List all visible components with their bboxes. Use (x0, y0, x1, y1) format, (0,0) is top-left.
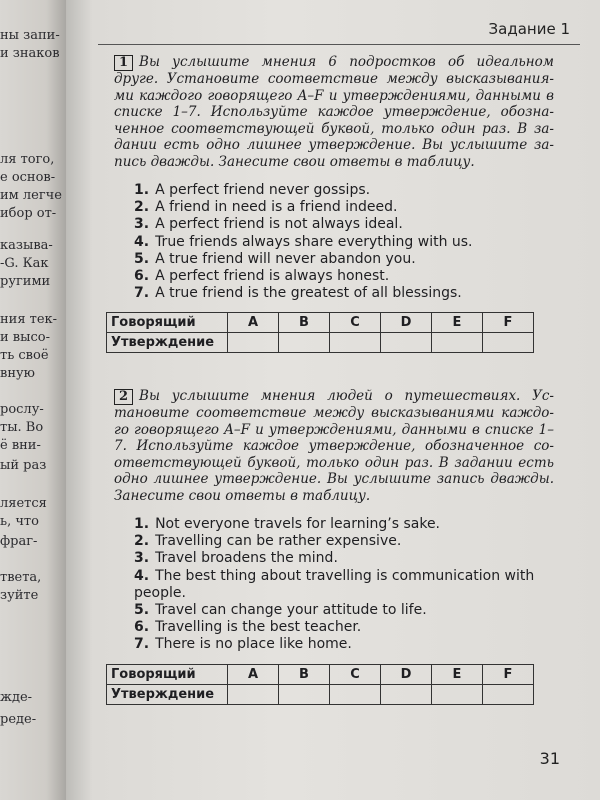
task-2-instruction (114, 388, 554, 504)
left-page-fragment: казыва- (0, 238, 53, 253)
table-row (107, 684, 534, 704)
left-page-fragment: жде- (0, 690, 33, 705)
left-page-fragment: ибор от- (0, 206, 57, 221)
statement-number: 4. (134, 233, 150, 250)
statement-text: True friends always share everything with us. (155, 233, 473, 250)
speaker-letter: F (483, 664, 534, 684)
task-2-instruction-text: Вы услышите мнения людей о путешествиях. Ус-тановите соответствие между высказываниями каждо-го говорящего A–F и утверждениями, данными в списке 1–7. Используйте каждое утверждение, обозначенное со-ответствующей буквой, только один раз. В задании есть одно лишнее утверждение. Вы услышите запись дважды. Занесите свои ответы в таблицу. (114, 388, 554, 504)
left-page-fragment: ть своё (0, 348, 49, 363)
left-page-fragment: ё вни- (0, 438, 41, 453)
answer-table (106, 664, 534, 705)
list-item (134, 516, 554, 533)
task-1-instruction-text: Вы услышите мнения 6 подростков об идеальном друге. Установите соответствие между высказывания-ми каждого говорящего A–F и утверждениями, данными в списке 1–7. Используйте каждое утверждение, обозна-ченное соответствующей буквой, только один раз. В за-дании есть одно лишнее утверждение. Вы услышите за-пись дважды. Занесите свои ответы в таблицу. (114, 54, 554, 170)
speaker-letter: F (483, 313, 534, 333)
left-page-fragment: фраг- (0, 534, 38, 549)
answer-cell[interactable] (381, 333, 432, 353)
task-1 (111, 54, 554, 353)
answer-cell[interactable] (483, 684, 534, 704)
answer-cell[interactable] (330, 333, 381, 353)
list-item (134, 619, 554, 636)
left-page-fragment: е основ- (0, 170, 56, 185)
speaker-letter: B (279, 313, 330, 333)
left-page-fragment: ния тек- (0, 312, 58, 327)
left-page-fragment: ляется (0, 496, 47, 511)
left-page-fragment: ны запи- (0, 28, 60, 43)
speaker-letter: C (330, 313, 381, 333)
list-item (134, 568, 554, 602)
speaker-row-label: Говорящий (107, 313, 228, 333)
list-item (134, 533, 554, 550)
task-1-instruction (114, 54, 554, 170)
statement-number: 6. (134, 268, 150, 285)
statement-number: 1. (134, 182, 150, 198)
answer-cell[interactable] (330, 684, 381, 704)
left-page-fragment: ь, что (0, 514, 39, 529)
statement-text: Travel can change your attitude to life. (155, 602, 427, 619)
left-page-fragment: им легче (0, 188, 62, 203)
statement-text: Travelling can be rather expensive. (155, 533, 402, 550)
statement-text: A perfect friend is not always ideal. (155, 216, 403, 233)
left-page-fragment: ля того, (0, 152, 55, 167)
list-item (134, 234, 554, 251)
left-page-fragment: ты. Во (0, 420, 44, 435)
statement-text: The best thing about travelling is communication with people. (134, 567, 535, 601)
task-number-box: 2 (114, 389, 133, 405)
left-page-fragment: ый раз (0, 458, 47, 473)
statement-row-label: Утверждение (107, 333, 228, 353)
statement-text: Travelling is the best teacher. (155, 619, 362, 636)
speaker-letter: E (432, 664, 483, 684)
left-page-fragment: реде- (0, 712, 37, 727)
speaker-letter: D (381, 664, 432, 684)
list-item (134, 251, 554, 268)
speaker-letter: A (228, 664, 279, 684)
header-divider (98, 44, 580, 45)
left-page-fragment: ругими (0, 274, 51, 289)
answer-cell[interactable] (279, 333, 330, 353)
answer-cell[interactable] (381, 684, 432, 704)
statement-number: 1. (134, 516, 150, 532)
statement-number: 2. (134, 199, 150, 216)
speaker-letter: D (381, 313, 432, 333)
statement-number: 6. (134, 619, 150, 636)
statement-text: Travel broadens the mind. (155, 550, 338, 567)
left-page-fragment: и знаков (0, 46, 60, 61)
left-page-fragment: вную (0, 366, 35, 381)
speaker-letter: B (279, 664, 330, 684)
list-item (134, 285, 554, 302)
answer-cell[interactable] (228, 684, 279, 704)
list-item (134, 636, 554, 653)
page-number: 31 (539, 749, 560, 768)
statement-number: 7. (134, 285, 150, 302)
page-header: Задание 1 (488, 20, 570, 38)
statement-row-label: Утверждение (107, 684, 228, 704)
speaker-letter: A (228, 313, 279, 333)
answer-table (106, 312, 534, 353)
statement-number: 7. (134, 636, 150, 653)
list-item (134, 216, 554, 233)
table-row (107, 664, 534, 684)
list-item (134, 602, 554, 619)
speaker-letter: C (330, 664, 381, 684)
left-page-fragment: зуйте (0, 588, 39, 603)
statement-number: 4. (134, 567, 150, 584)
statement-text: A friend in need is a friend indeed. (155, 199, 398, 216)
list-item (134, 182, 554, 199)
task-2 (111, 388, 554, 705)
answer-cell[interactable] (228, 333, 279, 353)
speaker-row-label: Говорящий (107, 664, 228, 684)
book-page (66, 0, 600, 800)
answer-cell[interactable] (432, 333, 483, 353)
statement-list (114, 182, 554, 302)
list-item (134, 199, 554, 216)
statement-text: A perfect friend never gossips. (155, 182, 371, 198)
left-page-fragment: -G. Как (0, 256, 49, 271)
statement-number: 5. (134, 250, 150, 267)
answer-cell[interactable] (483, 333, 534, 353)
left-page-fragment: и высо- (0, 330, 50, 345)
speaker-letter: E (432, 313, 483, 333)
statement-text: A true friend is the greatest of all blessings. (155, 285, 462, 302)
table-row (107, 333, 534, 353)
statement-text: A perfect friend is always honest. (155, 268, 390, 285)
list-item (134, 268, 554, 285)
task-number-box: 1 (114, 55, 133, 71)
statement-text: There is no place like home. (155, 636, 352, 653)
left-page-fragment: рослу- (0, 402, 44, 417)
statement-number: 5. (134, 602, 150, 619)
answer-cell[interactable] (432, 684, 483, 704)
table-row (107, 313, 534, 333)
left-page-fragment: твета, (0, 570, 42, 585)
statement-number: 2. (134, 533, 150, 550)
statement-text: Not everyone travels for learning’s sake. (155, 516, 441, 532)
statement-text: A true friend will never abandon you. (155, 250, 416, 267)
answer-cell[interactable] (279, 684, 330, 704)
statement-list (114, 516, 554, 654)
list-item (134, 550, 554, 567)
statement-number: 3. (134, 550, 150, 567)
statement-number: 3. (134, 216, 150, 233)
left-page-margin (0, 0, 66, 800)
